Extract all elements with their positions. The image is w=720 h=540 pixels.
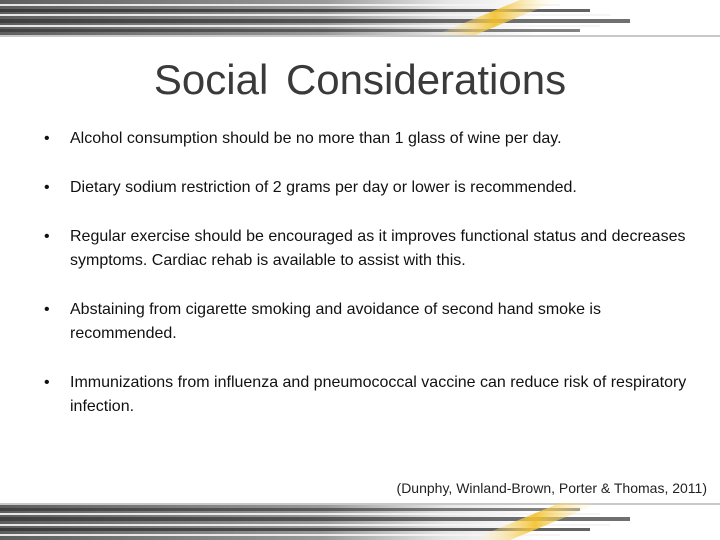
bullet-text: Abstaining from cigarette smoking and avoidance of second hand smoke is recommended. — [70, 301, 601, 342]
citation: (Dunphy, Winland-Brown, Porter & Thomas, 2011) — [396, 480, 707, 496]
bullet-item-exercise — [44, 225, 690, 273]
bullet-text: Alcohol consumption should be no more than 1 glass of wine per day. — [70, 130, 562, 147]
bullet-text: Dietary sodium restriction of 2 grams per day or lower is recommended. — [70, 179, 577, 196]
bullet-dot: • — [44, 130, 50, 147]
bullet-dot: • — [44, 228, 50, 245]
bottom-decorative-band — [0, 503, 720, 540]
bullet-item-smoking — [44, 298, 690, 346]
bullet-text: Immunizations from influenza and pneumococcal vaccine can reduce risk of respiratory infection. — [70, 374, 687, 415]
bullet-dot: • — [44, 374, 50, 391]
bullet-dot: • — [44, 301, 50, 318]
bullet-text: Regular exercise should be encouraged as it improves functional status and decreases symptoms. Cardiac rehab is available to assist with this. — [70, 228, 686, 269]
bullet-dot: • — [44, 179, 50, 196]
slide-title: Social Considerations — [153, 56, 567, 103]
top-decorative-band — [0, 0, 720, 37]
bullet-item-alcohol — [44, 127, 690, 151]
bullet-item-sodium — [44, 176, 690, 200]
bullet-list — [44, 127, 690, 444]
bullet-item-immunizations — [44, 371, 690, 419]
